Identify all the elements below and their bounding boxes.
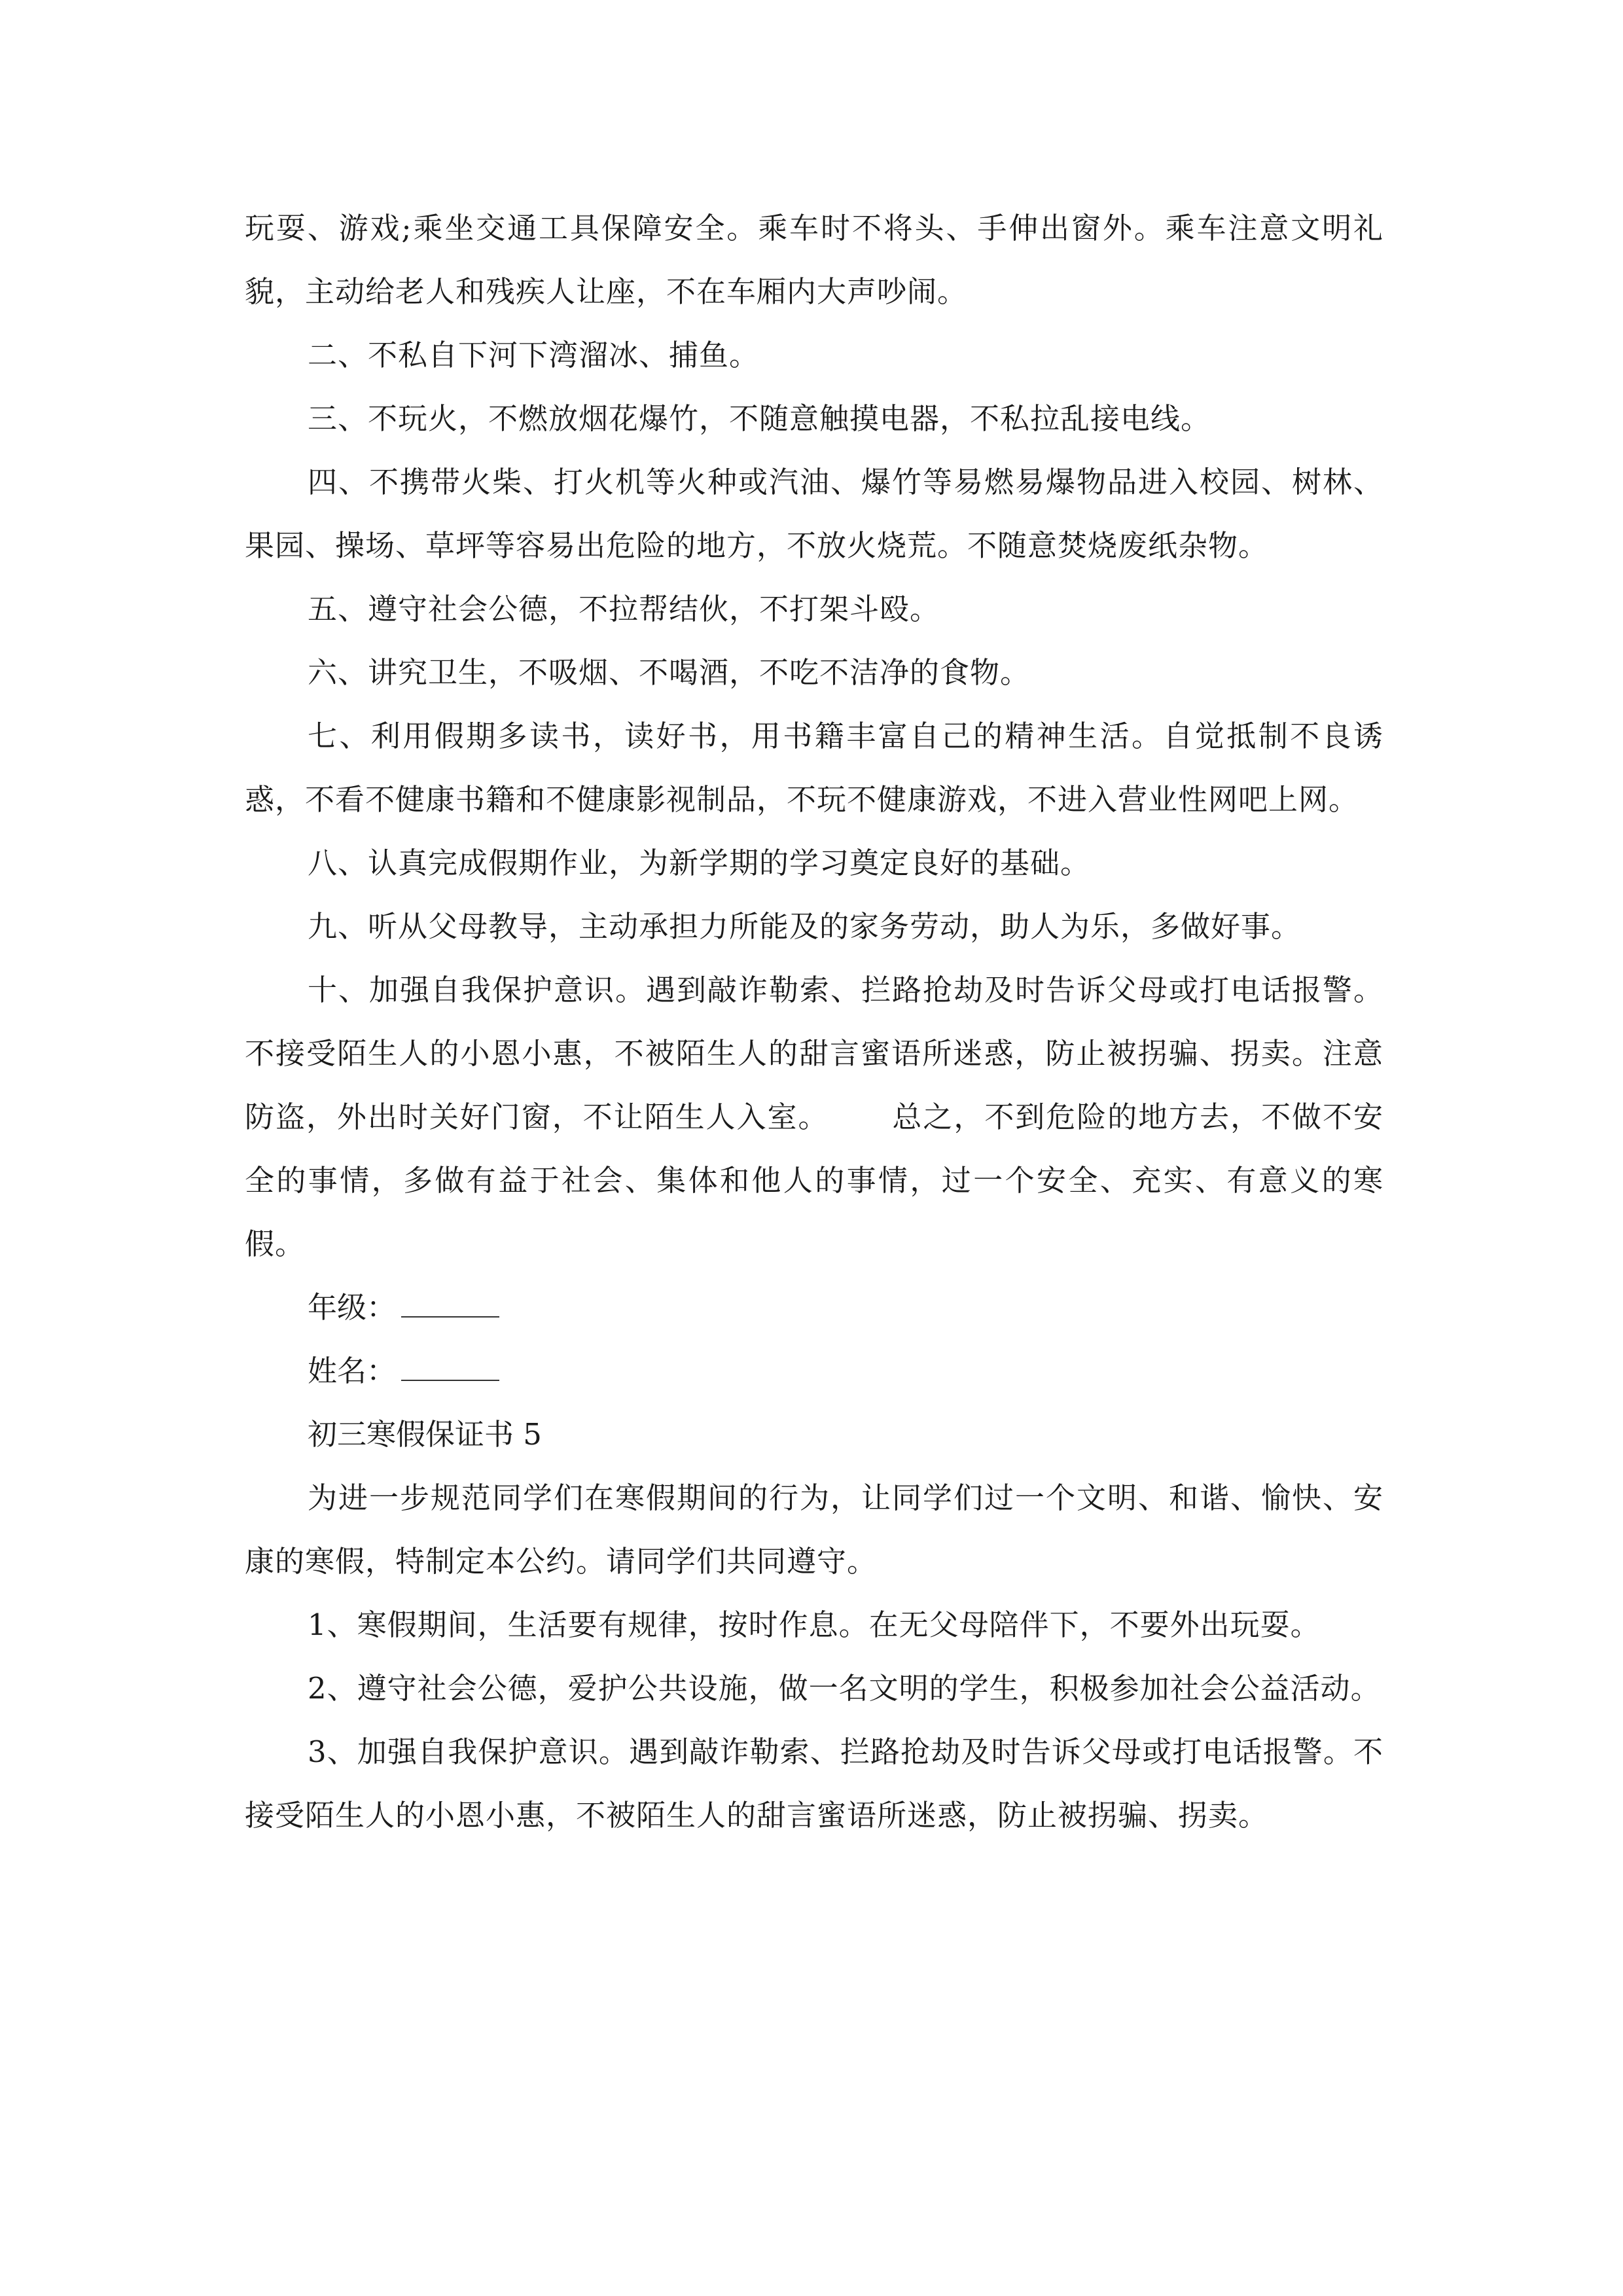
paragraph-item-2: 二、不私自下河下湾溜冰、捕鱼。: [308, 338, 760, 372]
paragraph-item-6: 六、讲究卫生，不吸烟、不喝酒，不吃不洁净的食物。: [308, 655, 1031, 690]
section-title: 初三寒假保证书 5: [308, 1417, 542, 1452]
paragraph-rule-1: 1、寒假期间，生活要有规律，按时作息。在无父母陪伴下，不要外出玩耍。: [308, 1607, 1321, 1642]
grade-blank-line[interactable]: [401, 1293, 499, 1318]
paragraph-rule-2: 2、遵守社会公德，爱护公共设施，做一名文明的学生，积极参加社会公益活动。: [308, 1671, 1381, 1706]
summary-text: 总之，不到危险的地方去，不做不安全的事情，多做有益于社会、集体和他人的事情，过一个安全、充实、有意义的寒假。: [245, 1100, 1383, 1261]
paragraph-item-3: 三、不玩火，不燃放烟花爆竹，不随意触摸电器，不私拉乱接电线。: [308, 401, 1211, 436]
paragraph-item-4: 四、不携带火柴、打火机等火种或汽油、爆竹等易燃易爆物品进入校园、树林、果园、操场、草坪等容易出危险的地方，不放火烧荒。不随意焚烧废纸杂物。: [245, 465, 1383, 563]
paragraph-item-8: 八、认真完成假期作业，为新学期的学习奠定良好的基础。: [308, 846, 1091, 880]
document-page: [245, 196, 1383, 1847]
paragraph-item-7: 七、利用假期多读书，读好书，用书籍丰富自己的精神生活。自觉抵制不良诱惑，不看不健康书籍和不健康影视制品，不玩不健康游戏，不进入营业性网吧上网。: [245, 719, 1383, 817]
name-blank-line[interactable]: [401, 1356, 499, 1381]
paragraph-item-5: 五、遵守社会公德，不拉帮结伙，不打架斗殴。: [308, 592, 940, 626]
grade-label: 年级：: [308, 1290, 397, 1325]
grade-field: [245, 1276, 1383, 1339]
name-label: 姓名：: [308, 1354, 397, 1388]
paragraph-rule-3: 3、加强自我保护意识。遇到敲诈勒索、拦路抢劫及时告诉父母或打电话报警。不接受陌生人的小恩小惠，不被陌生人的甜言蜜语所迷惑，防止被拐骗、拐卖。: [245, 1734, 1383, 1833]
item-ten-text: 十、加强自我保护意识。遇到敲诈勒索、拦路抢劫及时告诉父母或打电话报警。不接受陌生人的小恩小惠，不被陌生人的甜言蜜语所迷惑，防止被拐骗、拐卖。注意防盗，外出时关好门窗，不让陌生人入室。: [245, 973, 1383, 1134]
paragraph-item-9: 九、听从父母教导，主动承担力所能及的家务劳动，助人为乐，多做好事。: [308, 909, 1302, 944]
paragraph-continued: 玩耍、游戏;乘坐交通工具保障安全。乘车时不将头、手伸出窗外。乘车注意文明礼貌，主动给老人和残疾人让座，不在车厢内大声吵闹。: [245, 211, 1383, 309]
paragraph-item-10: [245, 958, 1383, 1276]
name-field: [245, 1339, 1383, 1403]
paragraph-intro: 为进一步规范同学们在寒假期间的行为，让同学们过一个文明、和谐、愉快、安康的寒假，特制定本公约。请同学们共同遵守。: [245, 1480, 1383, 1579]
